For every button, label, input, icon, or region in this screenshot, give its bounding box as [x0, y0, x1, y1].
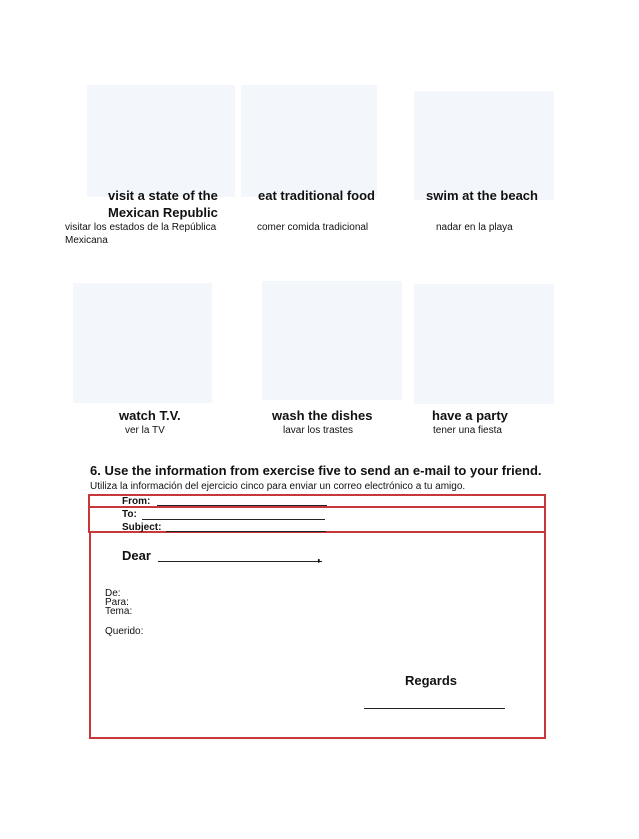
querido-label: Querido:: [105, 626, 144, 637]
activity-label-visit-state: visit a state of the: [108, 188, 218, 203]
activity-translation-swim-beach: nadar en la playa: [436, 222, 513, 233]
activity-label-watch-tv: watch T.V.: [119, 408, 181, 423]
regards-label: Regards: [405, 673, 458, 688]
subject-field[interactable]: [166, 531, 326, 532]
to-field[interactable]: [142, 519, 325, 520]
tema-label: Tema:: [105, 606, 133, 617]
exercise-heading: 6. Use the information from exercise five to send an e-mail to your friend.: [90, 463, 542, 478]
subject-label: Subject:: [122, 522, 162, 533]
activity-label-swim-beach: swim at the beach: [426, 188, 538, 203]
activity-image-have-party: [414, 284, 554, 404]
para-label: Para:: [105, 597, 129, 608]
activity-image-swim-beach: [414, 91, 554, 200]
signature-line[interactable]: [364, 708, 505, 709]
activity-translation-visit-state: visitar los estados de la República: [65, 222, 217, 233]
from-field[interactable]: [157, 505, 327, 506]
dear-comma: ,: [317, 549, 321, 564]
de-label: De:: [105, 588, 121, 599]
to-label: To:: [122, 509, 137, 520]
activity-translation-wash-dishes: lavar los trastes: [283, 425, 354, 436]
exercise-instruction: Utiliza la información del ejercicio cinco para enviar un correo electrónico a tu amigo.: [90, 481, 466, 492]
activity-image-eat-food: [241, 85, 377, 197]
activity-image-visit-state: [87, 85, 235, 197]
activity-label-have-party: have a party: [432, 408, 508, 423]
from-label: From:: [122, 496, 151, 507]
dear-field[interactable]: [158, 561, 322, 562]
activity-label-eat-food: eat traditional food: [258, 188, 375, 203]
activity-image-wash-dishes: [262, 281, 402, 400]
activity-translation-eat-food: comer comida tradicional: [257, 222, 369, 233]
activity-translation-visit-state-2: Mexicana: [65, 235, 108, 246]
activity-image-watch-tv: [73, 283, 212, 403]
activity-label-wash-dishes: wash the dishes: [272, 408, 373, 423]
activity-translation-have-party: tener una fiesta: [433, 425, 502, 436]
activity-label-visit-state-2: Mexican Republic: [108, 205, 218, 220]
dear-label: Dear: [122, 548, 151, 563]
activity-translation-watch-tv: ver la TV: [125, 425, 165, 436]
